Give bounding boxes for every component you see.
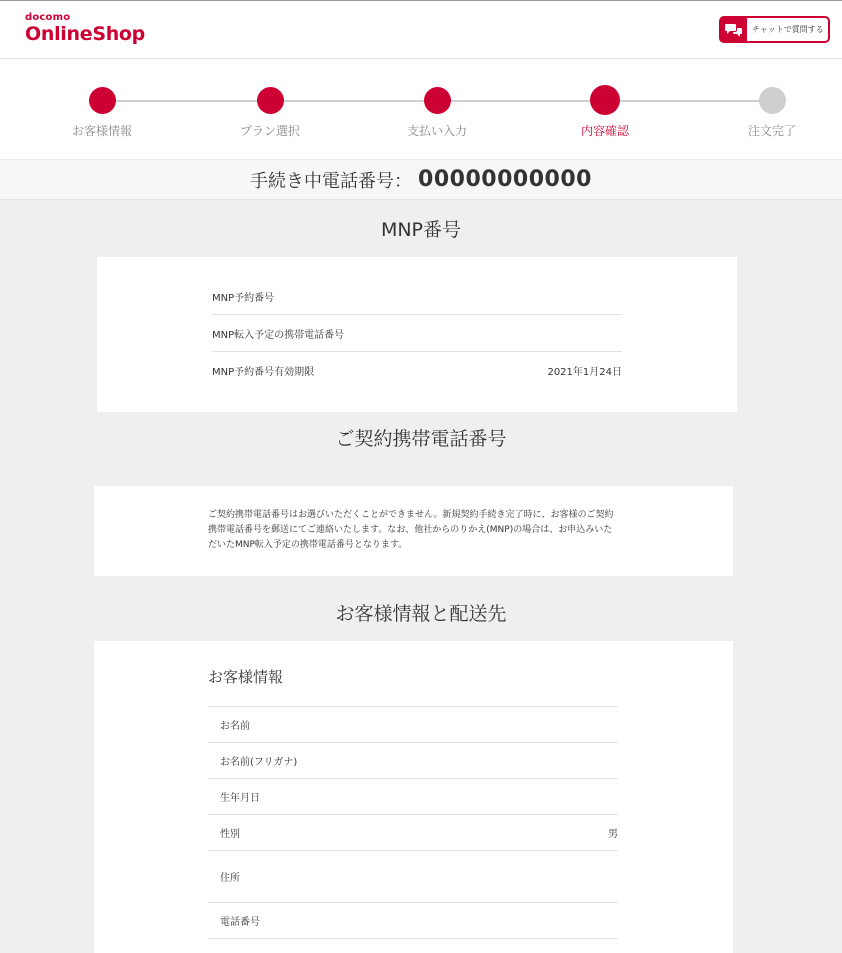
customer-section-title: お客様情報と配送先 <box>335 603 507 625</box>
step-label: 支払い入力 <box>406 124 467 138</box>
customer-row-phone <box>208 903 618 939</box>
step-label: 注文完了 <box>747 124 796 138</box>
customer-row-address <box>208 851 618 903</box>
header <box>0 0 842 59</box>
customer-row-name <box>208 706 618 743</box>
step-label: プラン選択 <box>239 124 300 138</box>
step-plan-select <box>210 87 330 139</box>
row-label: お名前(フリガナ) <box>220 757 298 768</box>
customer-info-subtitle: お客様情報 <box>208 668 284 686</box>
step-complete <box>712 87 832 139</box>
step-customer-info <box>42 87 162 139</box>
row-label: MNP予約番号有効期限 <box>212 366 315 378</box>
step-confirm <box>545 87 665 139</box>
step-dot <box>424 87 451 114</box>
mnp-row-transfer-phone <box>212 316 622 352</box>
row-label: お名前 <box>220 721 250 732</box>
customer-card <box>94 641 733 953</box>
step-dot-current <box>590 85 620 115</box>
logo-small-text: docomo <box>25 12 71 23</box>
row-label: MNP予約番号 <box>212 293 275 304</box>
chat-bubbles-icon <box>721 18 747 41</box>
step-label-current: 内容確認 <box>580 124 629 138</box>
mnp-card <box>97 257 737 412</box>
contract-section-title: ご契約携帯電話番号 <box>335 428 507 450</box>
contract-note: ご契約携帯電話番号はお選びいただくことができません。新規契約手続き完了時に、お客様のご契約携帯電話番号を郵送にてご連絡いたします。なお、他社からのりかえ(MNP)の場合は、お申込みいただいたMNP転入予定の携帯電話番号となります。 <box>208 510 614 550</box>
step-dot <box>257 87 284 114</box>
chat-button[interactable] <box>719 16 830 43</box>
row-value: 2021年1月24日 <box>547 366 622 378</box>
row-label: 住所 <box>220 873 240 884</box>
row-label: 電話番号 <box>220 917 260 928</box>
step-payment <box>377 87 497 139</box>
docomo-online-shop-logo[interactable] <box>25 13 145 45</box>
phone-number-label: 手続き中電話番号： <box>250 170 413 192</box>
customer-row-gender <box>208 815 618 851</box>
mnp-section-title: MNP番号 <box>380 219 462 241</box>
phone-number-value: 00000000000 <box>418 167 592 192</box>
step-dot-inactive <box>759 87 786 114</box>
mnp-row-reservation-number <box>212 279 622 315</box>
step-dot <box>89 87 116 114</box>
row-label: 性別 <box>220 829 240 840</box>
row-value: 男 <box>608 829 618 840</box>
contract-card <box>94 486 733 576</box>
row-label: MNP転入予定の携帯電話番号 <box>212 330 345 341</box>
customer-row-name-kana <box>208 743 618 779</box>
progress-stepper <box>0 59 842 159</box>
mnp-row-expiry <box>212 352 622 388</box>
current-phone-number-band <box>0 159 842 200</box>
row-label: 生年月日 <box>220 793 260 804</box>
customer-row-birthdate <box>208 779 618 815</box>
step-label: お客様情報 <box>71 124 132 138</box>
logo-big-text: OnlineShop <box>25 23 145 45</box>
chat-button-label: チャットで質問する <box>752 25 824 34</box>
